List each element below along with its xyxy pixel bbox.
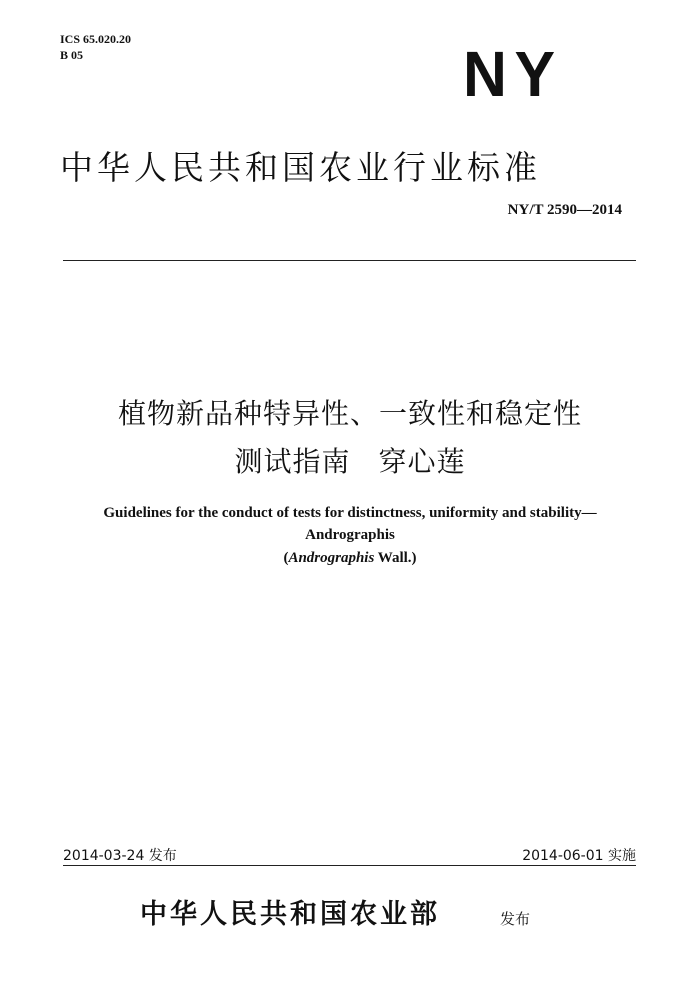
chinese-title-line1: 植物新品种特异性、一致性和稳定性 [117,397,582,430]
chinese-title-guide: 测试指南 [234,445,351,478]
latin-author: Wall.) [374,550,417,566]
chinese-title-plant: 穿心莲 [378,445,466,478]
english-title-line2: Andrographis [305,527,395,543]
latin-genus: Andrographis [288,550,375,566]
paren-open: ( [283,550,289,566]
publish-label: 发布 [500,910,531,928]
divider-bottom [63,865,636,866]
standard-type-title: 中华人民共和国农业行业标准 [60,148,541,187]
category-code: B 05 [60,48,84,62]
ny-logo: NY [463,38,563,110]
english-title-line1: Guidelines for the conduct of tests for distinctness, uniformity and stability— [103,505,597,521]
implementation-date: 2014-06-01 实施 [522,848,636,864]
classification-codes [60,31,131,63]
chinese-title-line2 [0,443,700,481]
english-title-line3 [0,548,700,568]
issuing-ministry: 中华人民共和国农业部 [140,899,440,930]
standard-number: NY/T 2590—2014 [507,202,622,218]
issue-date: 2014-03-24 发布 [63,848,177,864]
ics-code: ICS 65.020.20 [60,32,132,46]
divider-top [63,260,636,261]
